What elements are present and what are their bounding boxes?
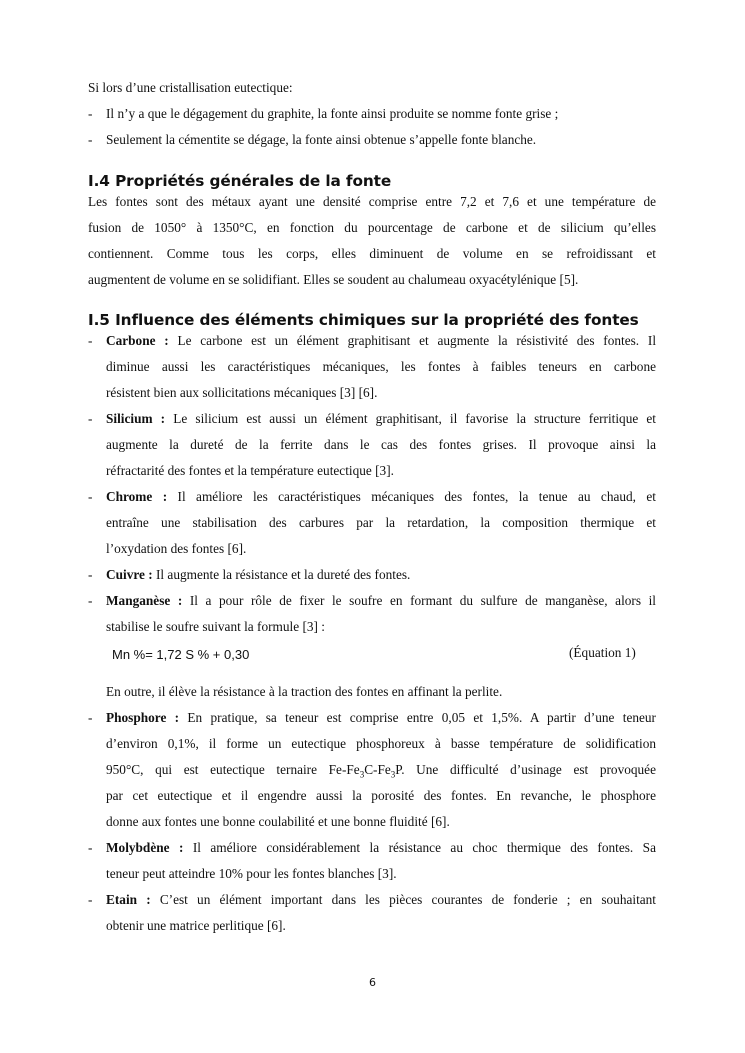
item-text: l’oxydation des fontes [6]. [106, 541, 247, 556]
item-text: diminue aussi les caractéristiques mécaniques, les fontes à faibles teneurs en carbone [106, 359, 656, 374]
subscript: 3 [390, 769, 396, 780]
bullet-marker: - [88, 333, 93, 348]
item-text: Il a pour rôle de fixer le soufre en formant du sulfure de manganèse, alors il [189, 593, 656, 608]
item-text: Le carbone est un élément graphitisant et augmente la résistivité des fontes. Il [177, 333, 657, 348]
item-text: En pratique, sa teneur est comprise entre 0,05 et 1,5%. A partir d’une teneur [187, 710, 656, 725]
bullet-marker: - [88, 132, 93, 147]
item-text: obtenir une matrice perlitique [6]. [106, 918, 286, 933]
list-item-manganese [106, 593, 656, 609]
item-text [106, 762, 656, 778]
item-text: par cet eutectique et il engendre aussi la porosité des fontes. En revanche, le phosphore [106, 788, 656, 803]
intro-bullet-2: Seulement la cémentite se dégage, la fonte ainsi obtenue s’appelle fonte blanche. [106, 132, 537, 147]
term-label: Carbone : [106, 333, 169, 348]
item-text: Il augmente la résistance et la dureté des fontes. [155, 567, 411, 582]
equation-number: (Équation 1) [569, 645, 636, 660]
bullet-marker: - [88, 411, 93, 426]
item-text: En outre, il élève la résistance à la traction des fontes en affinant la perlite. [106, 684, 503, 699]
item-text: Le silicium est aussi un élément graphitisant, il favorise la structure ferritique et [173, 411, 656, 426]
bullet-marker: - [88, 489, 93, 504]
item-text: réfractarité des fontes et la température eutectique [3]. [106, 463, 394, 478]
bullet-marker: - [88, 593, 93, 608]
term-label: Etain : [106, 892, 151, 907]
bullet-marker: - [88, 892, 93, 907]
item-text: stabilise le soufre suivant la formule [3] : [106, 619, 325, 634]
paragraph-line: fusion de 1050° à 1350°C, en fonction du pourcentage de carbone et de silicium qu’elles [88, 220, 656, 235]
section-heading: I.4 Propriétés générales de la fonte [88, 172, 392, 190]
list-item-cuivre [106, 567, 656, 583]
item-text: donne aux fontes une bonne coulabilité et une bonne fluidité [6]. [106, 814, 450, 829]
list-item-phosphore [106, 710, 656, 726]
item-text: entraîne une stabilisation des carbures par la retardation, la composition thermique et [106, 515, 656, 530]
list-item-etain [106, 892, 656, 908]
page-number: 6 [369, 976, 376, 989]
paragraph-line: Les fontes sont des métaux ayant une densité comprise entre 7,2 et 7,6 et une température de [88, 194, 656, 209]
intro-bullet-1: Il n’y a que le dégagement du graphite, la fonte ainsi produite se nomme fonte grise ; [106, 106, 559, 121]
item-text: teneur peut atteindre 10% pour les fontes blanches [3]. [106, 866, 397, 881]
bullet-marker: - [88, 106, 93, 121]
item-text: Il améliore considérablement la résistance au choc thermique des fontes. Sa [192, 840, 656, 855]
text-run: 950°C, qui est eutectique ternaire Fe-Fe [106, 762, 360, 777]
term-label: Phosphore : [106, 710, 180, 725]
intro-line: Si lors d’une cristallisation eutectique: [88, 80, 293, 95]
subscript: 3 [359, 769, 365, 780]
item-text: augmente la dureté de la ferrite dans le cas des fontes grises. Il provoque ainsi la [106, 437, 656, 452]
item-text: C’est un élément important dans les pièces courantes de fonderie ; en souhaitant [159, 892, 657, 907]
section-heading: I.5 Influence des éléments chimiques sur la propriété des fontes [88, 311, 639, 329]
bullet-marker: - [88, 840, 93, 855]
list-item-molybdene [106, 840, 656, 856]
item-text: d’environ 0,1%, il forme un eutectique phosphoreux à basse température de solidification [106, 736, 656, 751]
paragraph-line: contiennent. Comme tous les corps, elles diminuent de volume en se refroidissant et [88, 246, 656, 261]
item-text: résistent bien aux sollicitations mécaniques [3] [6]. [106, 385, 378, 400]
term-label: Chrome : [106, 489, 168, 504]
term-label: Molybdène : [106, 840, 184, 855]
paragraph-line: augmentent de volume en se solidifiant. Elles se soudent au chalumeau oxyacétylénique [5]. [88, 272, 579, 287]
item-text: Il améliore les caractéristiques mécaniques des fontes, la tenue au chaud, et [177, 489, 656, 504]
text-run: C-Fe [364, 762, 391, 777]
bullet-marker: - [88, 710, 93, 725]
term-label: Cuivre : [106, 567, 153, 582]
text-run: P. Une difficulté d’usinage est provoquée [395, 762, 656, 777]
equation: Mn %= 1,72 S % + 0,30 [112, 647, 250, 662]
bullet-marker: - [88, 567, 93, 582]
list-item-chrome [106, 489, 656, 505]
list-item-silicium [106, 411, 656, 427]
term-label: Manganèse : [106, 593, 183, 608]
list-item-carbone [106, 333, 656, 349]
term-label: Silicium : [106, 411, 166, 426]
